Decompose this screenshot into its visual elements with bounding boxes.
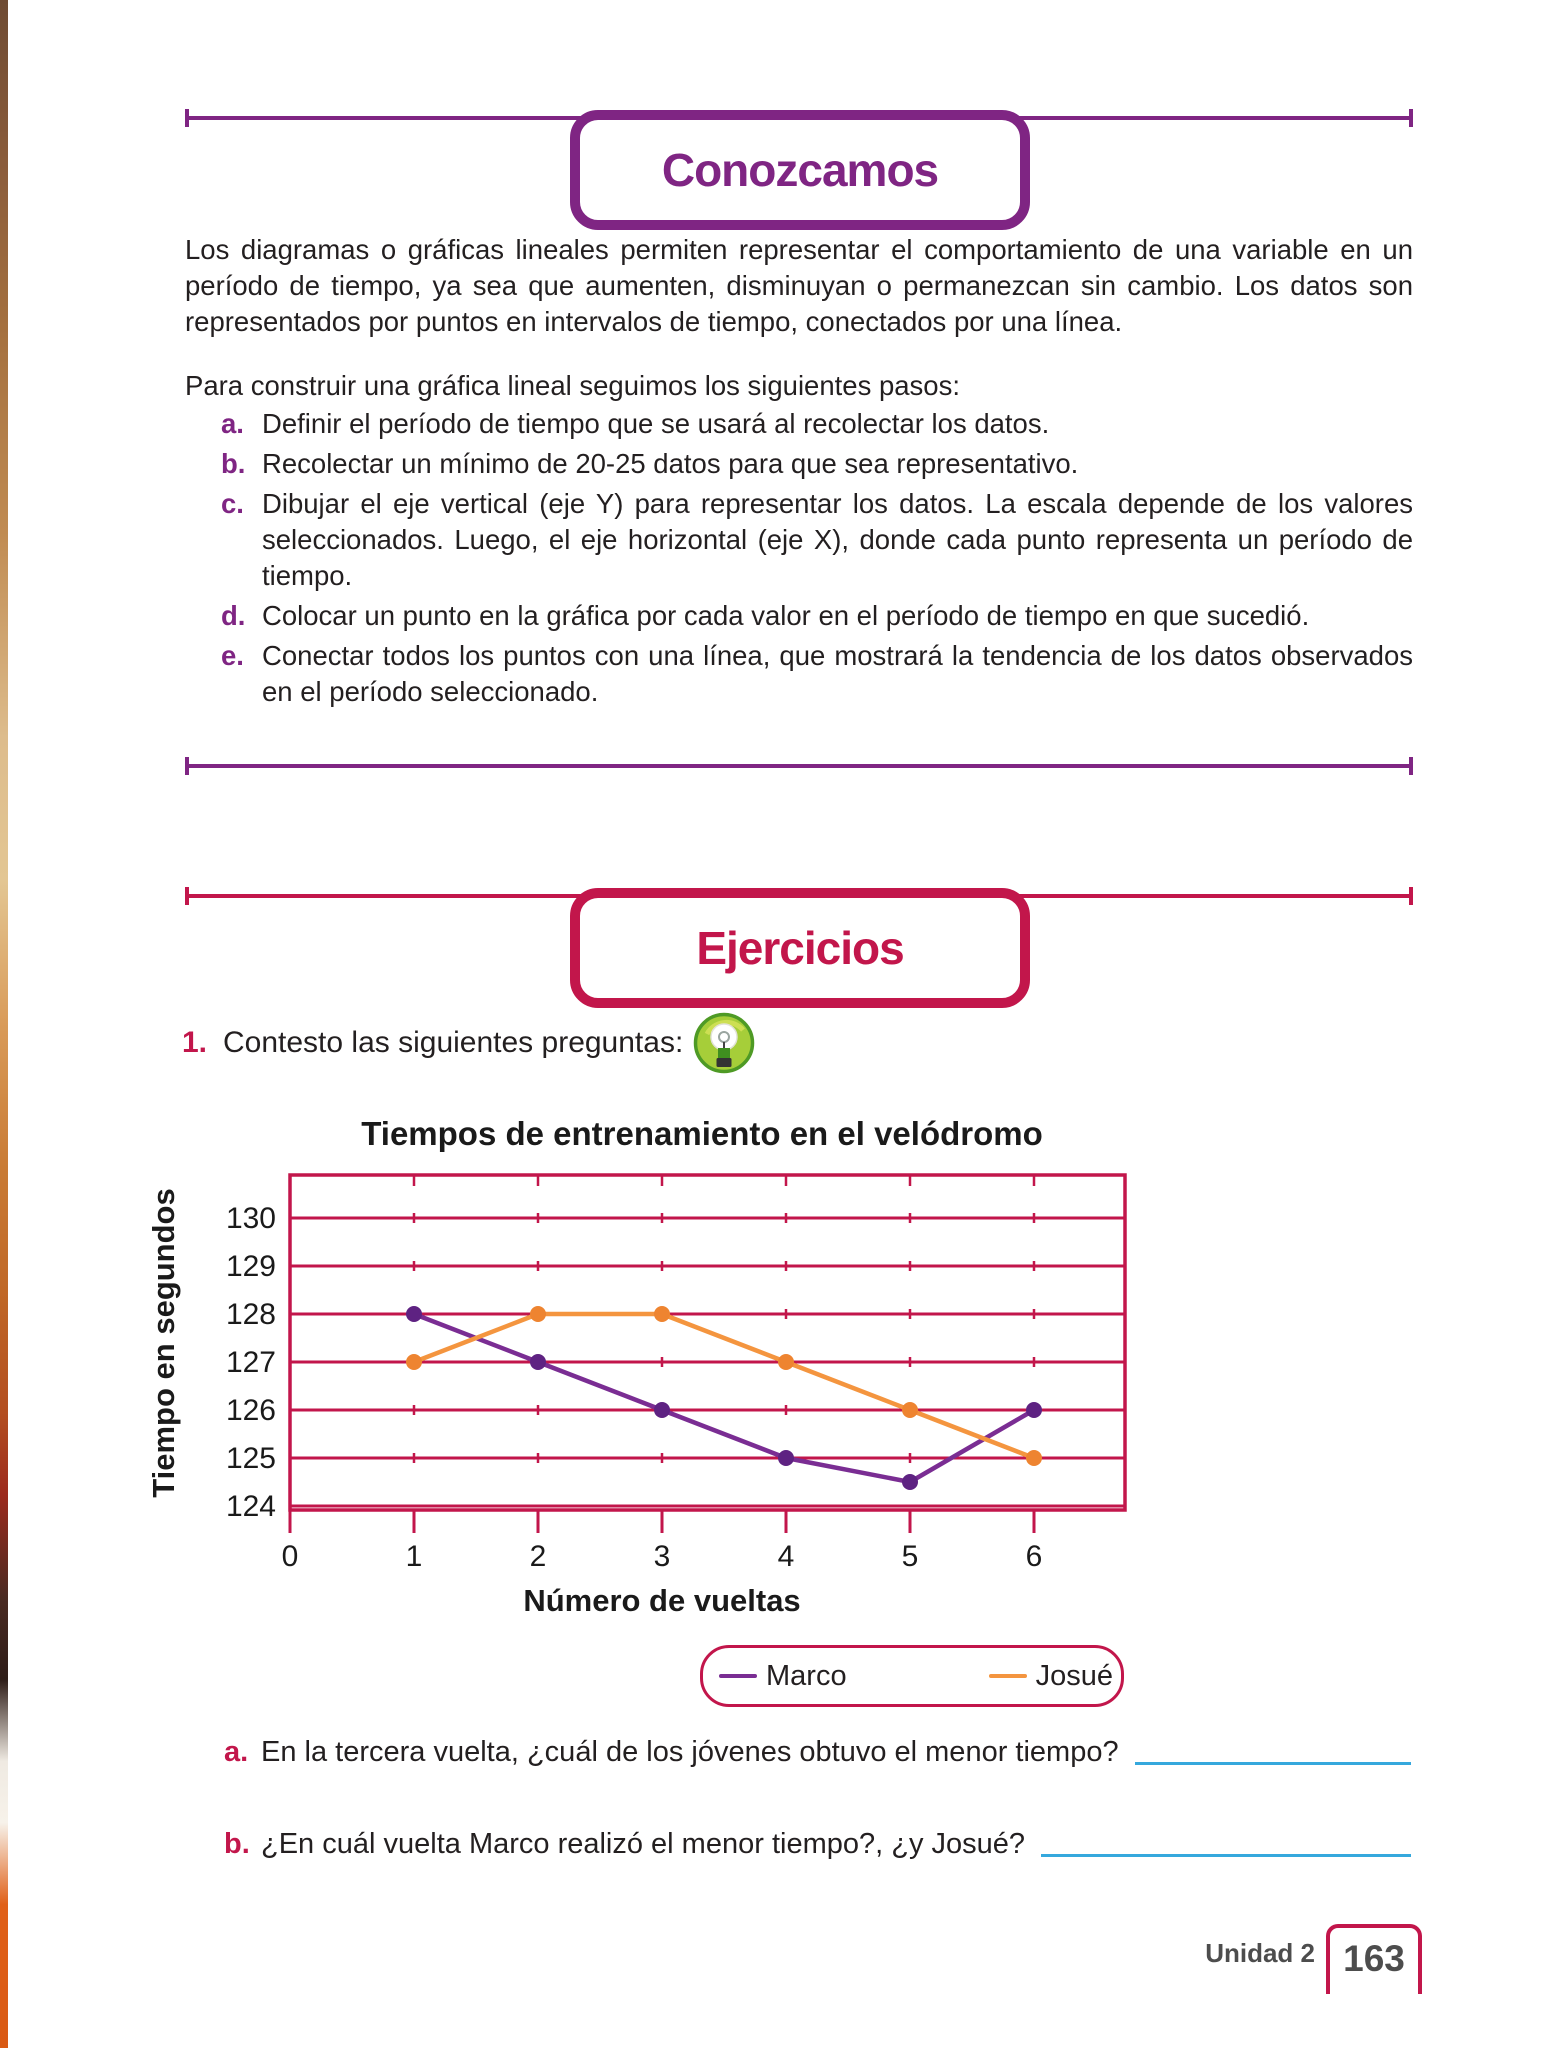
list-item-letter: c. — [221, 488, 244, 519]
question-b — [185, 1824, 1413, 1864]
unit-label: Unidad 2 — [1205, 1938, 1315, 1968]
exercise-1 — [182, 1012, 755, 1074]
data-point-marco — [530, 1354, 546, 1370]
section-rule-bottom — [185, 764, 1413, 768]
page-edge-strip — [0, 0, 8, 2048]
data-point-marco — [778, 1450, 794, 1466]
x-tick-label: 5 — [901, 1540, 919, 1573]
x-tick-label: 4 — [777, 1540, 795, 1573]
page-number: 163 — [1343, 1938, 1405, 1979]
legend-item — [989, 1660, 1113, 1693]
question-a — [185, 1732, 1413, 1772]
exercise-text: Contesto las siguientes preguntas: — [223, 1026, 684, 1059]
rule-endcap — [185, 887, 189, 905]
legend-label: Josué — [1035, 1659, 1113, 1692]
rule-endcap — [1409, 887, 1413, 905]
lightbulb-icon — [693, 1012, 755, 1074]
y-tick-label: 127 — [225, 1346, 276, 1379]
data-point-josué — [1026, 1450, 1042, 1466]
list-item-text: Conectar todos los puntos con una línea, que mostrará la tendencia de los datos observados en el período seleccionado. — [262, 640, 1413, 707]
legend-label: Marco — [766, 1659, 847, 1692]
list-item — [185, 446, 1413, 482]
data-point-josué — [902, 1402, 918, 1418]
list-item-letter: a. — [221, 408, 244, 439]
list-item-text: Dibujar el eje vertical (eje Y) para representar los datos. La escala depende de los valores seleccionados. Luego, el eje horizontal (eje X), donde cada punto representa un período de tiempo. — [262, 488, 1413, 591]
question-letter: b. — [224, 1828, 250, 1860]
steps-list — [185, 406, 1413, 714]
data-point-marco — [654, 1402, 670, 1418]
x-tick-label: 3 — [653, 1540, 671, 1573]
question-letter: a. — [224, 1736, 249, 1768]
y-tick-label: 129 — [225, 1250, 276, 1283]
question-text: ¿En cuál vuelta Marco realizó el menor tiempo?, ¿y Josué? — [261, 1828, 1026, 1860]
y-tick-label: 126 — [225, 1394, 276, 1427]
list-item-letter: d. — [221, 600, 246, 631]
x-axis-title: Número de vueltas — [523, 1583, 801, 1618]
training-times-chart — [140, 1095, 1170, 1660]
conozcamos-title: Conozcamos — [661, 144, 939, 196]
steps-intro: Para construir una gráfica lineal seguimos los siguientes pasos: — [185, 370, 960, 401]
y-tick-label: 128 — [225, 1298, 276, 1331]
list-item-letter: e. — [221, 640, 244, 671]
data-point-marco — [902, 1474, 918, 1490]
data-point-josué — [654, 1306, 670, 1322]
conozcamos-header — [570, 110, 1030, 230]
list-item-text: Colocar un punto en la gráfica por cada valor en el período de tiempo en que sucedió. — [262, 600, 1310, 631]
x-tick-label: 1 — [405, 1540, 423, 1573]
x-tick-label: 2 — [529, 1540, 547, 1573]
marco-line-swatch — [719, 1674, 757, 1678]
list-item — [185, 486, 1413, 594]
ejercicios-header — [570, 888, 1030, 1008]
data-point-marco — [406, 1306, 422, 1322]
list-item — [185, 406, 1413, 442]
data-point-josué — [406, 1354, 422, 1370]
page-number-box — [1326, 1924, 1422, 1994]
rule-endcap — [1409, 109, 1413, 127]
x-tick-label: 0 — [281, 1540, 299, 1573]
data-point-marco — [1026, 1402, 1042, 1418]
rule-endcap — [185, 109, 189, 127]
rule-endcap — [185, 757, 189, 775]
data-point-josué — [778, 1354, 794, 1370]
chart-legend — [700, 1645, 1124, 1707]
x-tick-label: 6 — [1025, 1540, 1043, 1573]
chart-title: Tiempos de entrenamiento en el velódromo — [361, 1115, 1043, 1152]
legend-item — [719, 1660, 847, 1693]
list-item-text: Recolectar un mínimo de 20-25 datos para que sea representativo. — [262, 448, 1079, 479]
intro-paragraph: Los diagramas o gráficas lineales permiten representar el comportamiento de una variable en un período de tiempo, ya sea que aumenten, disminuyan o permanezcan sin cambio. Los datos son representados por puntos en intervalos de tiempo, conectados por una línea. — [185, 234, 1413, 337]
line-chart — [140, 1095, 1170, 1655]
y-tick-label: 125 — [225, 1442, 276, 1475]
list-item-letter: b. — [221, 448, 246, 479]
list-item-text: Definir el período de tiempo que se usará al recolectar los datos. — [262, 408, 1050, 439]
answer-line — [1041, 1854, 1411, 1857]
question-text: En la tercera vuelta, ¿cuál de los jóvenes obtuvo el menor tiempo? — [261, 1736, 1119, 1768]
rule-endcap — [1409, 757, 1413, 775]
answer-line — [1135, 1762, 1411, 1765]
y-tick-label: 130 — [225, 1202, 276, 1235]
josue-line-swatch — [989, 1674, 1027, 1678]
exercise-number: 1. — [182, 1026, 208, 1059]
list-item — [185, 598, 1413, 634]
y-tick-label: 124 — [225, 1490, 276, 1523]
data-point-josué — [530, 1306, 546, 1322]
y-axis-title: Tiempo en segundos — [146, 1188, 181, 1498]
list-item — [185, 638, 1413, 710]
ejercicios-title: Ejercicios — [696, 922, 904, 974]
